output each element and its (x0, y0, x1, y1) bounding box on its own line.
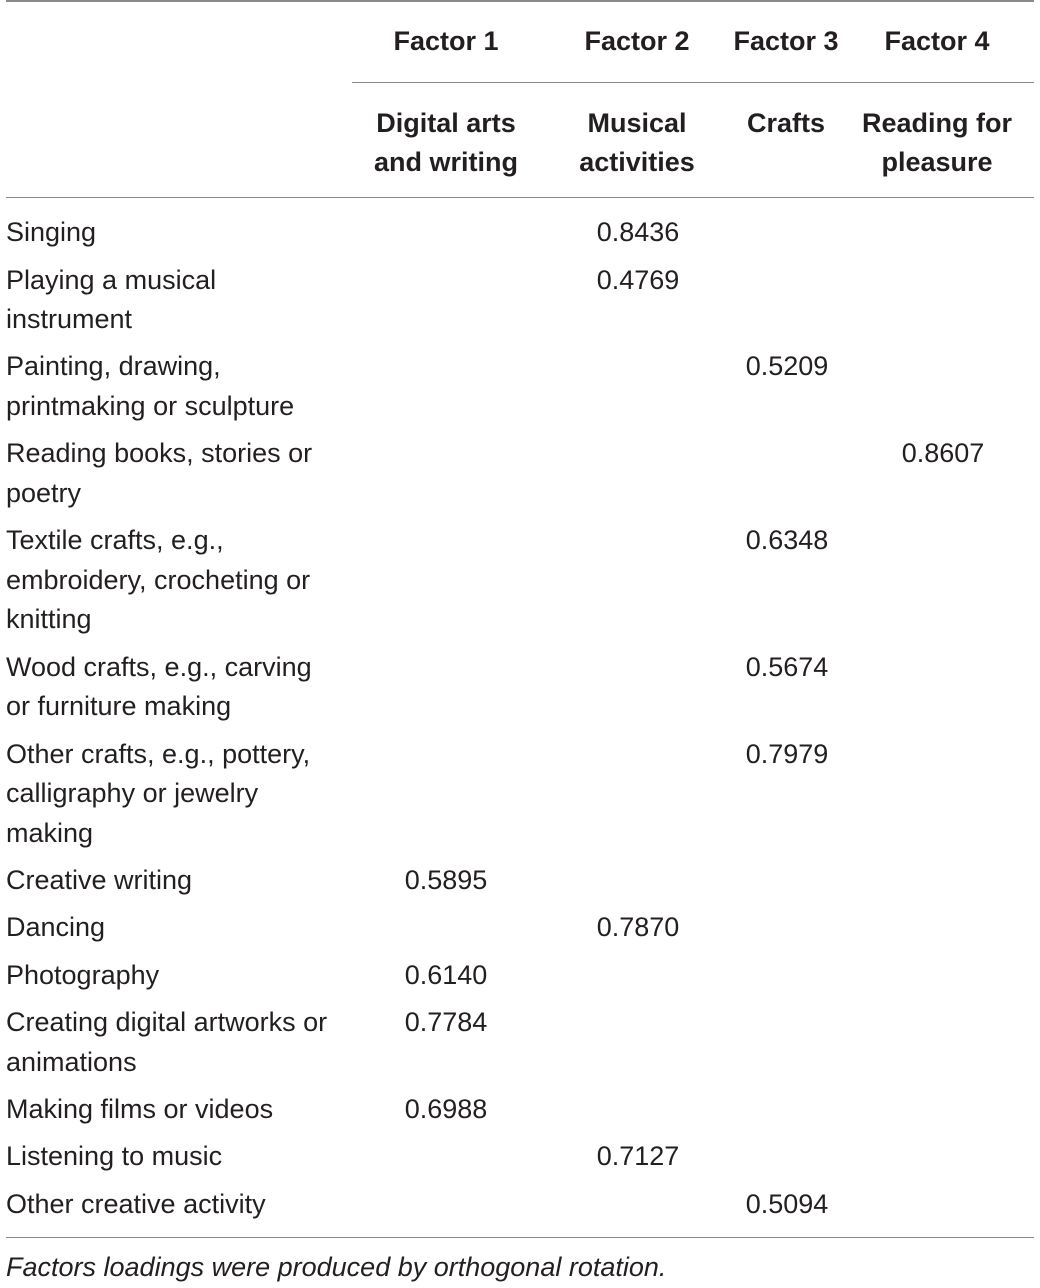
factor-4-name: Reading for pleasure (861, 108, 1012, 177)
factor-2-value: 0.4769 (596, 264, 680, 295)
table-body (6, 213, 1034, 1232)
row-label: Other crafts, e.g., pottery, calligraphy or jewelry making (6, 738, 311, 848)
factor-2-value: 0.8436 (596, 217, 680, 247)
factor-1-value: 0.7784 (404, 1007, 488, 1037)
row-label: Reading books, stories or poetry (6, 438, 313, 508)
factor-3-value: 0.5674 (745, 651, 829, 682)
factor-3-header: Factor 3 (733, 26, 839, 56)
table-footnote: Factors loadings were produced by orthogonal rotation. (6, 1252, 667, 1282)
factor-2-value: 0.7127 (596, 1141, 680, 1171)
row-label: Listening to music (6, 1141, 223, 1171)
row-label: Painting, drawing, printmaking or sculpture (6, 351, 295, 421)
factor-rule (352, 82, 1034, 83)
factor-2-name: Musical activities (579, 108, 695, 177)
table-row (6, 861, 1034, 908)
row-label: Making films or videos (6, 1094, 274, 1124)
factor-name-row (352, 104, 1034, 184)
row-label: Wood crafts, e.g., carving or furniture making (6, 651, 312, 721)
table-row (6, 648, 1034, 735)
table-row (6, 347, 1034, 434)
factor-4-value: 0.8607 (901, 438, 985, 468)
factor-3-value: 0.5094 (745, 1188, 829, 1219)
top-rule (6, 0, 1034, 2)
factor-4-header: Factor 4 (884, 26, 990, 56)
factor-1-name: Digital arts and writing (374, 108, 518, 177)
factor-3-value: 0.6348 (745, 525, 829, 555)
table-row (6, 1090, 1034, 1137)
row-label: Dancing (6, 912, 106, 942)
factor-2-value: 0.7870 (596, 912, 680, 942)
factor-1-value: 0.5895 (404, 865, 488, 895)
factor-2-header: Factor 2 (584, 26, 690, 56)
table-row (6, 1137, 1034, 1185)
row-label: Textile crafts, e.g., embroidery, crocheting or knitting (6, 525, 311, 634)
table-row (6, 261, 1034, 348)
row-label: Creative writing (6, 865, 193, 895)
table-row (6, 908, 1034, 956)
row-label: Singing (6, 217, 97, 247)
factor-1-value: 0.6140 (404, 959, 488, 990)
bottom-rule (6, 1237, 1034, 1238)
table-row (6, 1185, 1034, 1233)
table-row (6, 434, 1034, 521)
factor-1-value: 0.6988 (404, 1094, 488, 1124)
row-label: Photography (6, 959, 160, 990)
header-rule (6, 197, 1034, 198)
table-row (6, 213, 1034, 261)
row-label: Other creative activity (6, 1188, 266, 1219)
row-label: Playing a musical instrument (6, 264, 217, 334)
factor-3-value: 0.5209 (745, 351, 829, 381)
factor-3-value: 0.7979 (745, 738, 829, 769)
table-row (6, 521, 1034, 648)
factor-1-header: Factor 1 (393, 26, 499, 56)
table-row (6, 956, 1034, 1004)
table-row (6, 735, 1034, 862)
factor-header-row (352, 22, 1034, 62)
table-row (6, 1003, 1034, 1090)
factor-3-name: Crafts (746, 108, 826, 138)
row-label: Creating digital artworks or animations (6, 1007, 328, 1077)
